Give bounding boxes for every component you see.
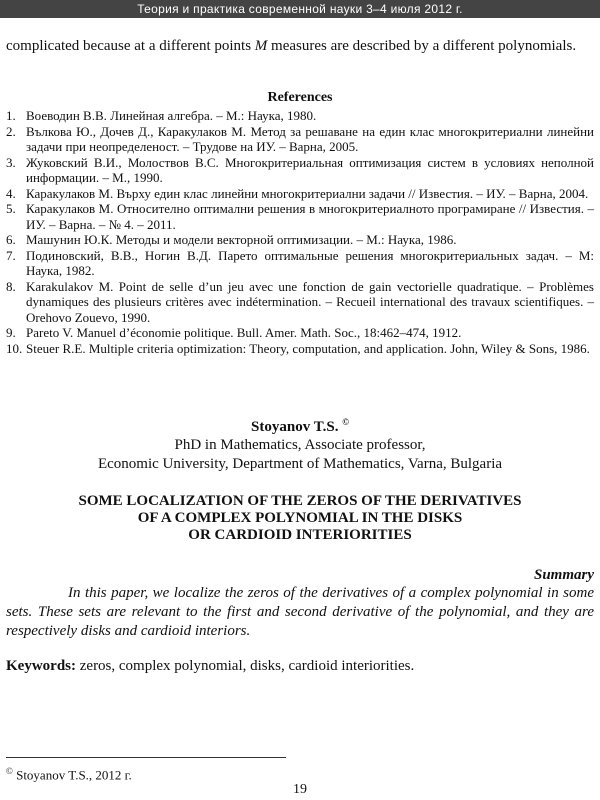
reference-item (6, 248, 594, 279)
reference-item (6, 201, 594, 232)
title-line-3: OR CARDIOID INTERIORITIES (188, 527, 412, 543)
article-title (6, 493, 594, 544)
intro-after: measures are described by a different polynomials. (267, 38, 577, 54)
reference-text: Машунин Ю.К. Методы и модели векторной оптимизации. – М.: Наука, 1986. (26, 232, 457, 247)
intro-variable: M (254, 38, 268, 54)
reference-number: 9. (6, 325, 16, 340)
reference-text: Каракулаков М. Върху един клас линейни многокритериални задачи // Известия. – ИУ. – Варна, 2004. (26, 185, 589, 201)
references-heading: References (267, 90, 333, 105)
reference-text: Вълкова Ю., Дочев Д., Каракулаков М. Метод за решаване на един клас многокритериални линейни задачи при неопределеност. – Трудове на ИУ. – Варна, 2005. (26, 123, 594, 154)
keywords-text: zeros, complex polynomial, disks, cardioid interiorities. (76, 658, 415, 674)
reference-text: Steuer R.E. Multiple criteria optimization: Theory, computation, and application. John, Wiley & Sons, 1986. (26, 340, 590, 356)
reference-item (6, 232, 594, 248)
references-list (6, 108, 594, 356)
reference-item (6, 124, 594, 155)
running-header: Теория и практика современной науки 3–4 июля 2012 г. (0, 0, 600, 18)
reference-item (6, 341, 594, 357)
summary-heading: Summary (533, 567, 594, 583)
reference-number: 10. (6, 340, 23, 356)
copyright-mark: © (342, 417, 349, 427)
reference-item (6, 325, 594, 341)
reference-number: 4. (6, 185, 16, 201)
reference-number: 3. (6, 154, 16, 170)
keywords-line (6, 657, 594, 675)
reference-text: Karakulakov M. Point de selle d’un jeu avec une fonction de gain vectorielle quadratique. – Problèmes dynamiques des plusieurs critères avec indétermination. – Recueil international des travaux scientifiques. – Orehovo Zouevo, 1990. (26, 278, 594, 325)
reference-number: 6. (6, 232, 16, 247)
reference-number: 7. (6, 247, 16, 263)
reference-text: Pareto V. Manuel d’économie politique. Bull. Amer. Math. Soc., 18:462–474, 1912. (26, 325, 462, 340)
reference-number: 8. (6, 278, 16, 294)
page-content (6, 37, 594, 675)
reference-item (6, 155, 594, 186)
footnote (6, 764, 132, 782)
footnote-divider (6, 757, 286, 758)
reference-text: Каракулаков М. Относително оптимални решения в многокритериалното програмиране // Известия. – ИУ. – Варна. – № 4. – 2011. (26, 201, 594, 232)
reference-text: Жуковский В.И., Молоствов В.С. Многокритериальная оптимизация систем в условиях неполной информации. – М., 1990. (26, 154, 594, 185)
author-text: Stoyanov T.S. (251, 419, 339, 435)
summary-text: In this paper, we localize the zeros of the derivatives of a complex polynomial in some sets. These sets are relevant to the first and second derivative of the polynomial, and they are respectively disks and cardioid interiors. (6, 585, 594, 639)
title-line-2: OF A COMPLEX POLYNOMIAL IN THE DISKS (137, 510, 463, 526)
title-line-1: SOME LOCALIZATION OF THE ZEROS OF THE DERIVATIVES (78, 493, 522, 509)
author-affiliation-2: Economic University, Department of Mathematics, Varna, Bulgaria (97, 456, 503, 472)
keywords-label: Keywords: (6, 658, 76, 674)
intro-paragraph (6, 37, 594, 56)
reference-number: 5. (6, 201, 16, 216)
reference-item (6, 279, 594, 326)
reference-number: 1. (6, 108, 16, 123)
page-number: 19 (293, 782, 307, 797)
author-name (6, 413, 594, 436)
footnote-mark: © (6, 766, 13, 776)
intro-before: complicated because at a different points (6, 38, 255, 54)
reference-number: 2. (6, 123, 16, 139)
author-affiliation-1: PhD in Mathematics, Associate professor, (174, 437, 426, 453)
reference-text: Воеводин В.В. Линейная алгебра. – М.: Наука, 1980. (26, 108, 317, 123)
footnote-text: Stoyanov T.S., 2012 г. (12, 767, 132, 783)
reference-item (6, 186, 594, 202)
reference-text: Подиновский, В.В., Ногин В.Д. Парето оптимальные решения многокритериальных задач. – М: Наука, 1982. (26, 247, 594, 278)
reference-item (6, 108, 594, 124)
